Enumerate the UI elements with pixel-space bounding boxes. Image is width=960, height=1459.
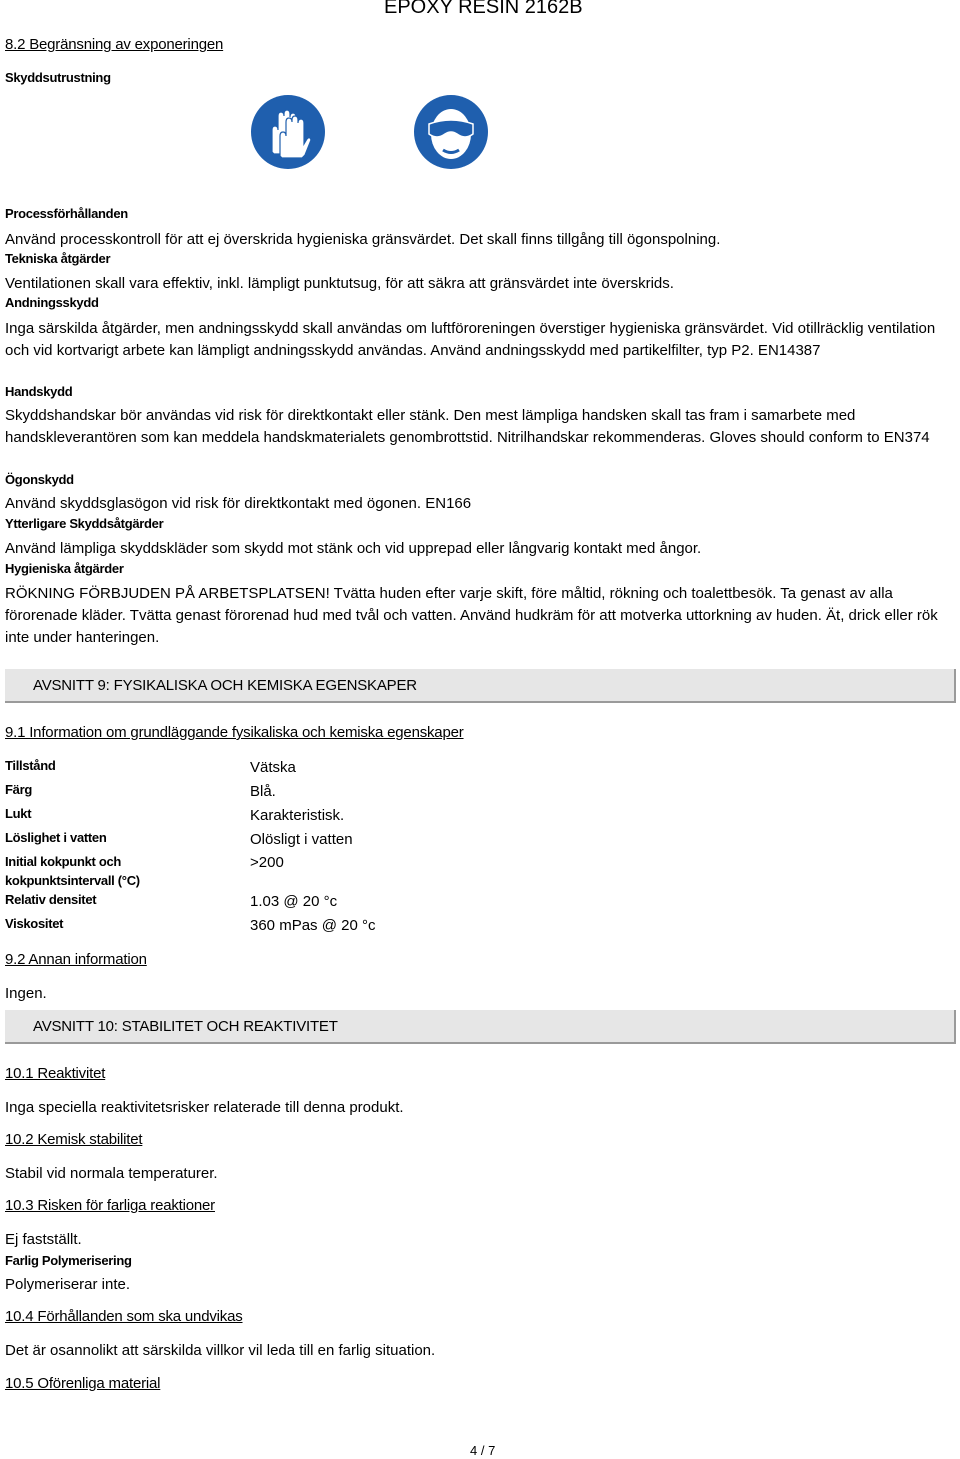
- prop-label-density: Relativ densitet: [5, 892, 97, 907]
- polymerization-text: Polymeriserar inte.: [5, 1276, 131, 1293]
- eye-text: Använd skyddsglasögon vid risk för direktkontakt med ögonen. EN166: [5, 495, 472, 512]
- other-info-text: Ingen.: [5, 985, 47, 1002]
- prop-value-state: Vätska: [250, 759, 296, 776]
- tech-label: Tekniska åtgärder: [5, 251, 111, 266]
- prop-value-color: Blå.: [250, 783, 276, 800]
- prop-label-viscosity: Viskositet: [5, 916, 64, 931]
- page-number: 4 / 7: [470, 1443, 496, 1458]
- section-9-banner: [5, 669, 956, 703]
- section-10-5-heading: 10.5 Oförenliga material: [5, 1375, 161, 1392]
- resp-text: Inga särskilda åtgärder, men andningsskydd skall användas om luftföroreningen överstiger hygieniska gränsvärdet. Vid otillräcklig ventilation och vid kortvarigt arbete kan lämpligt andningsskydd användas. Använd andningsskydd med partikelfilter, typ P2. EN14387: [5, 320, 936, 359]
- other-text: Använd lämpliga skyddskläder som skydd mot stänk och vid upprepad eller långvarig kontakt med ångor.: [5, 540, 702, 557]
- gloves-icon: [250, 94, 326, 170]
- process-label: Processförhållanden: [5, 206, 128, 221]
- conditions-text: Det är osannolikt att särskilda villkor vil leda till en farlig situation.: [5, 1342, 436, 1359]
- eye-label: Ögonskydd: [5, 472, 74, 487]
- stability-text: Stabil vid normala temperaturer.: [5, 1165, 218, 1182]
- resp-label: Andningsskydd: [5, 295, 99, 310]
- section-9-1-heading: 9.1 Information om grundläggande fysikaliska och kemiska egenskaper: [5, 724, 464, 741]
- prop-value-solubility: Olösligt i vatten: [250, 831, 353, 848]
- hand-label: Handskydd: [5, 384, 73, 399]
- section-9-title: AVSNITT 9: FYSIKALISKA OCH KEMISKA EGENSKAPER: [33, 677, 417, 694]
- polymerization-label: Farlig Polymerisering: [5, 1253, 132, 1268]
- hygiene-label: Hygieniska åtgärder: [5, 561, 124, 576]
- hygiene-text: RÖKNING FÖRBJUDEN PÅ ARBETSPLATSEN! Tvätta huden efter varje skift, före måltid, rökning och toalettbesök. Ta genast av alla förorenade kläder. Tvätta genast förorenad hud med tvål och vatten. Använd hudkräm för att motverka uttorkning av huden. Ät, drick eller rök inte under hanteringen.: [5, 585, 938, 646]
- prop-label-color: Färg: [5, 782, 32, 797]
- other-label: Ytterligare Skyddsåtgärder: [5, 516, 164, 531]
- section-8-2-heading: 8.2 Begränsning av exponeringen: [5, 36, 224, 53]
- reactivity-text: Inga speciella reaktivitetsrisker relaterade till denna produkt.: [5, 1099, 404, 1116]
- prop-label-boiling: Initial kokpunkt och: [5, 854, 122, 869]
- prop-label-solubility: Löslighet i vatten: [5, 830, 107, 845]
- section-10-1-heading: 10.1 Reaktivitet: [5, 1065, 106, 1082]
- hazardous-reactions-text: Ej fastställt.: [5, 1231, 82, 1248]
- section-10-3-heading: 10.3 Risken för farliga reaktioner: [5, 1197, 215, 1214]
- tech-text: Ventilationen skall vara effektiv, inkl. lämpligt punktutsug, för att säkra att gränsvärdet inte överskrids.: [5, 275, 674, 292]
- document-title: EPOXY RESIN 2162B: [384, 0, 583, 18]
- section-10-4-heading: 10.4 Förhållanden som ska undvikas: [5, 1308, 243, 1325]
- prop-value-boiling: >200: [250, 854, 284, 871]
- section-10-banner: [5, 1010, 956, 1044]
- prop-label-boiling-2: kokpunktsintervall (°C): [5, 873, 140, 888]
- prop-value-density: 1.03 @ 20 °c: [250, 893, 338, 910]
- section-10-2-heading: 10.2 Kemisk stabilitet: [5, 1131, 143, 1148]
- process-text: Använd processkontroll för att ej överskrida hygieniska gränsvärdet. Det skall finns tillgång till ögonspolning.: [5, 231, 721, 248]
- section-9-2-heading: 9.2 Annan information: [5, 951, 147, 968]
- prop-value-odor: Karakteristisk.: [250, 807, 345, 824]
- prop-value-viscosity: 360 mPas @ 20 °c: [250, 917, 376, 934]
- section-10-title: AVSNITT 10: STABILITET OCH REAKTIVITET: [33, 1018, 338, 1035]
- hand-text: Skyddshandskar bör användas vid risk för direktkontakt eller stänk. Den mest lämpliga handsken skall tas fram i samarbete med handskleverantören som kan meddela handskmaterialets genombrottstid. Nitrilhandskar rekommenderas. Gloves should conform to EN374: [5, 407, 930, 446]
- prop-label-odor: Lukt: [5, 806, 32, 821]
- ppe-label: Skyddsutrustning: [5, 70, 111, 85]
- prop-label-state: Tillstånd: [5, 758, 56, 773]
- goggles-icon: [413, 94, 489, 170]
